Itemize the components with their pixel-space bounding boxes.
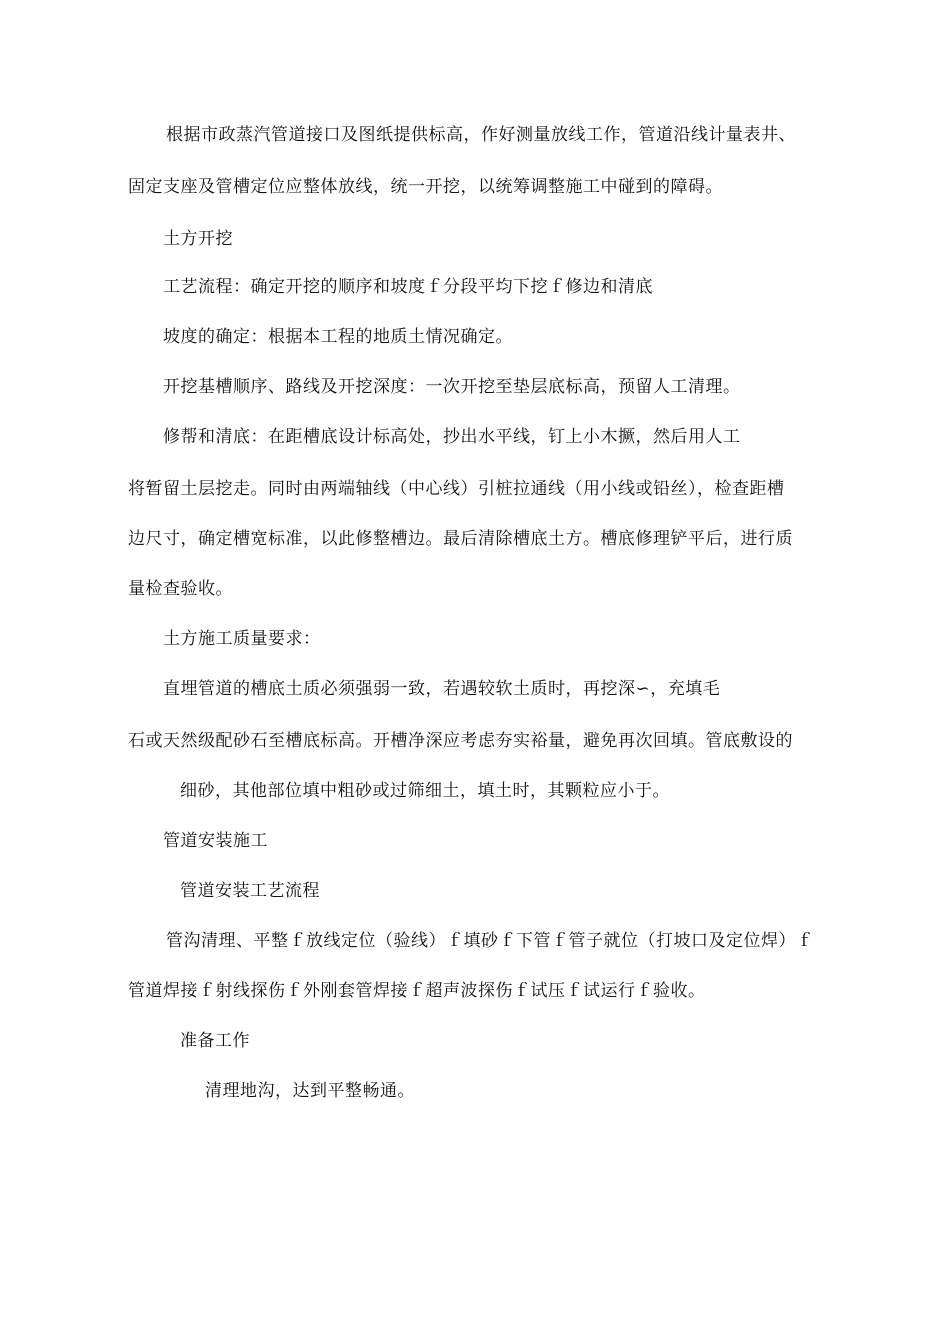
paragraph-line: 根据市政蒸汽管道接口及图纸提供标高，作好测量放线工作，管道沿线计量表井、 bbox=[166, 125, 796, 145]
paragraph-line: 将暂留土层挖走。同时由两端轴线（中心线）引桩拉通线（用小线或铅丝），检查距槽 bbox=[128, 479, 785, 499]
paragraph-line: 清理地沟，达到平整畅通。 bbox=[205, 1081, 415, 1101]
paragraph-line: 边尺寸，确定槽宽标准，以此修整槽边。最后清除槽底土方。槽底修理铲平后，进行质 bbox=[128, 529, 793, 549]
paragraph-line: 修帮和清底：在距槽底设计标高处，抄出水平线，钉上小木撅，然后用人工 bbox=[163, 427, 741, 447]
subsection-heading: 管道安装工艺流程 bbox=[180, 881, 320, 901]
section-heading: 土方开挖 bbox=[163, 229, 233, 249]
subsection-heading: 准备工作 bbox=[180, 1031, 250, 1051]
paragraph-line: 细砂，其他部位填中粗砂或过筛细土，填土时，其颗粒应小于。 bbox=[180, 781, 670, 801]
paragraph-line: 工艺流程：确定开挖的顺序和坡度ｆ分段平均下挖ｆ修边和清底 bbox=[163, 277, 653, 297]
paragraph-line: 管沟清理、平整ｆ放线定位（验线）ｆ填砂ｆ下管ｆ管子就位（打坡口及定位焊）ｆ bbox=[166, 931, 814, 951]
section-heading: 土方施工质量要求： bbox=[163, 629, 321, 649]
section-heading: 管道安装施工 bbox=[163, 831, 268, 851]
paragraph-line: 坡度的确定：根据本工程的地质土情况确定。 bbox=[163, 327, 513, 347]
paragraph-line: 直埋管道的槽底土质必须强弱一致，若遇较软土质时，再挖深∽，充填毛 bbox=[163, 679, 721, 699]
paragraph-line: 开挖基槽顺序、路线及开挖深度：一次开挖至垫层底标高，预留人工清理。 bbox=[163, 377, 741, 397]
paragraph-line: 量检查验收。 bbox=[128, 579, 233, 599]
paragraph-line: 管道焊接ｆ射线探伤ｆ外刚套管焊接ｆ超声波探伤ｆ试压ｆ试运行ｆ验收。 bbox=[128, 981, 706, 1001]
paragraph-line: 石或天然级配砂石至槽底标高。开槽净深应考虑夯实裕量，避免再次回填。管底敷设的 bbox=[128, 731, 793, 751]
paragraph-line: 固定支座及管槽定位应整体放线，统一开挖，以统筹调整施工中碰到的障碍。 bbox=[128, 177, 723, 197]
